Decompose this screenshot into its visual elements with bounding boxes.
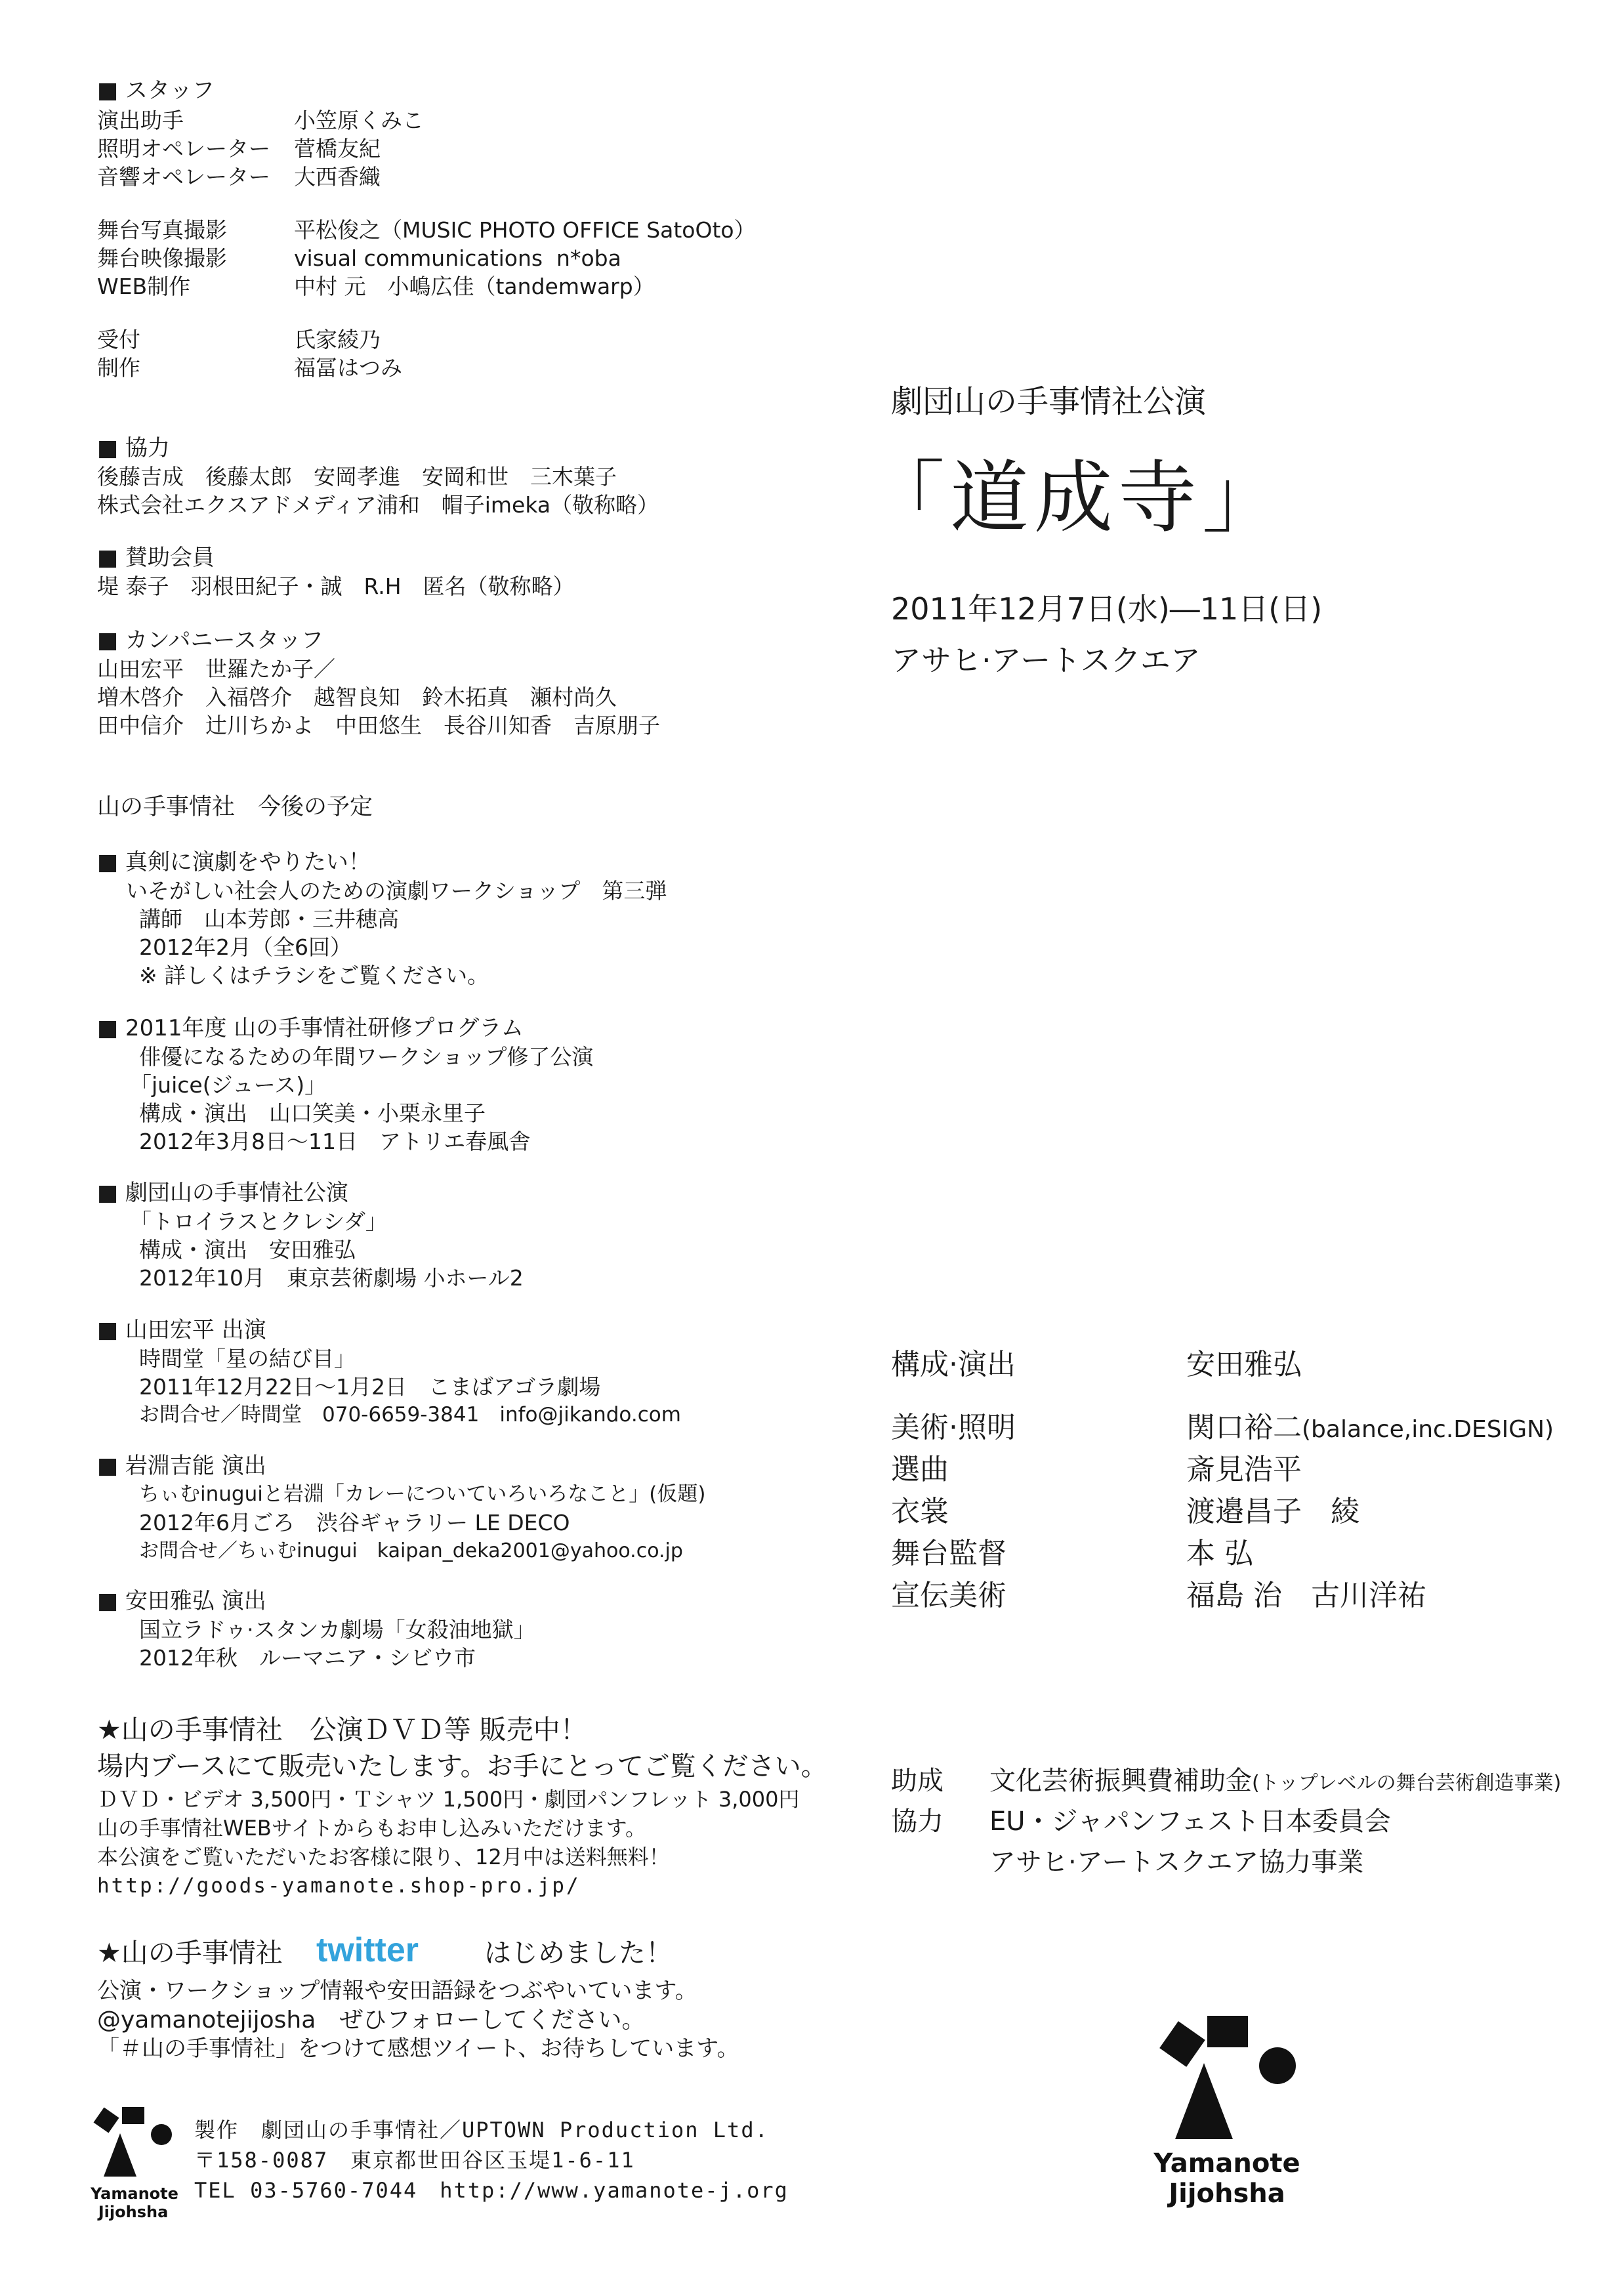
company-staff-line: 山田宏平 世羅たか子／ — [97, 656, 335, 682]
schedule-item-line: 2012年3月8日〜11日 アトリエ春風舎 — [139, 1129, 531, 1154]
performance-dates: 2011年12月7日(水)―11日(日) — [891, 591, 1323, 627]
performance-venue: アサヒ·アートスクエア — [891, 642, 1201, 678]
twitter-handle[interactable]: @yamanotejijosha ぜひフォローしてください。 — [97, 2007, 646, 2034]
schedule-item-line: 2012年秋 ルーマニア・シビウ市 — [139, 1645, 476, 1671]
schedule-item-line: 時間堂「星の結び目」 — [139, 1346, 356, 1371]
small-logo — [91, 2103, 176, 2221]
company-staff-line: 増木啓介 入福啓介 越智良知 鈴木拓真 瀬村尚久 — [97, 684, 617, 710]
company-staff-header: ■ カンパニースタッフ — [97, 627, 323, 654]
schedule-item-line: 2011年12月22日〜1月2日 こまばアゴラ劇場 — [139, 1374, 601, 1400]
logo-text — [1151, 2148, 1302, 2209]
dvd-shop-link[interactable]: http://goods-yamanote.shop-pro.jp/ — [97, 1874, 581, 1898]
schedule-item-header: ■ 劇団山の手事情社公演 — [97, 1180, 348, 1206]
support-members-line: 堤 泰子 羽根田紀子・誠 R.H 匿名（敬称略） — [97, 574, 575, 599]
schedule-item-line: 2012年10月 東京芸術劇場 小ホール2 — [139, 1265, 524, 1291]
logo-text — [91, 2184, 176, 2221]
schedule-item-header: ■ 真剣に演劇をやりたい！ — [97, 849, 371, 875]
staff-header: ■ スタッフ — [97, 77, 215, 104]
schedule-item-line: いそがしい社会人のための演劇ワークショップ 第三弾 — [126, 878, 667, 904]
yamanote-logo-icon — [1151, 2008, 1302, 2146]
cooperation-line: 株式会社エクスアドメディア浦和 帽子imeka（敬称略） — [97, 492, 659, 518]
dvd-line: ＤＶＤ・ビデオ 3,500円・Ｔシャツ 1,500円・劇団パンフレット 3,000円 — [97, 1787, 800, 1812]
twitter-logo-icon: twitter — [316, 1931, 419, 1969]
schedule-item-line: 構成・演出 安田雅弘 — [139, 1237, 356, 1263]
schedule-item-line: お問合せ／ちぃむinugui kaipan_deka2001@yahoo.co.jp — [139, 1539, 683, 1562]
schedule-item-line: 構成・演出 山口笑美・小栗永里子 — [139, 1100, 486, 1126]
logo-line: Jijohsha — [98, 2203, 169, 2221]
large-logo — [1151, 2008, 1302, 2224]
support-members-header: ■ 賛助会員 — [97, 545, 215, 571]
producer-address: 〒158-0087 東京都世田谷区玉堤1-6-11 — [194, 2148, 635, 2173]
producer-line: 製作 劇団山の手事情社／UPTOWN Production Ltd. — [194, 2118, 769, 2142]
twitter-suffix: はじめました！ — [484, 1937, 673, 1969]
dvd-line: 本公演をご覧いただいたお客様に限り、12月中は送料無料！ — [97, 1845, 670, 1869]
logo-line: Jijohsha — [1169, 2179, 1285, 2209]
logo-line: Yamanote — [1153, 2148, 1300, 2179]
schedule-item-line: ちぃむinuguiと岩淵「カレーについていろいろなこと」(仮題) — [139, 1482, 706, 1506]
dvd-title: ★山の手事情社 公演ＤＶＤ等 販売中！ — [97, 1714, 587, 1745]
schedule-item-line: 講師 山本芳郎・三井穂高 — [139, 906, 399, 932]
schedule-item-line: 「トロイラスとクレシダ」 — [130, 1209, 387, 1234]
performance-title: 「道成寺」 — [866, 453, 1286, 544]
dvd-line: 山の手事情社WEBサイトからもお申し込みいただけます。 — [97, 1816, 647, 1841]
schedule-item-line: 2012年2月（全6回） — [139, 934, 352, 960]
twitter-prefix: ★山の手事情社 — [97, 1937, 283, 1969]
company-name: 劇団山の手事情社公演 — [891, 383, 1207, 420]
logo-line: Yamanote — [91, 2184, 178, 2203]
company-staff-line: 田中信介 辻川ちかよ 中田悠生 長谷川知香 吉原朋子 — [97, 713, 660, 738]
schedule-item-header: ■ 山田宏平 出演 — [97, 1317, 266, 1343]
yamanote-logo-icon — [91, 2103, 176, 2182]
cooperation-header: ■ 協力 — [97, 435, 170, 461]
schedule-item-line: 「juice(ジュース)」 — [130, 1072, 327, 1098]
schedule-item-line: ※ 詳しくはチラシをご覧ください。 — [139, 963, 489, 988]
twitter-line: 「＃山の手事情社」をつけて感想ツイート、お待ちしています。 — [97, 2035, 739, 2062]
schedule-item-header: ■ 2011年度 山の手事情社研修プログラム — [97, 1015, 524, 1041]
schedule-item-header: ■ 安田雅弘 演出 — [97, 1588, 266, 1614]
schedule-item-line: 俳優になるための年間ワークショップ修了公演 — [139, 1044, 594, 1070]
cooperation-line: 後藤吉成 後藤太郎 安岡孝進 安岡和世 三木葉子 — [97, 464, 617, 490]
schedule-item-line: 2012年6月ごろ 渋谷ギャラリー LE DECO — [139, 1510, 570, 1535]
dvd-line: 場内ブースにて販売いたします。お手にとってご覧ください。 — [97, 1751, 827, 1782]
twitter-line: 公演・ワークショップ情報や安田語録をつぶやいています。 — [97, 1978, 697, 2004]
schedule-item-line: 国立ラドゥ·スタンカ劇場「女殺油地獄」 — [139, 1617, 535, 1642]
schedule-item-header: ■ 岩淵吉能 演出 — [97, 1453, 266, 1479]
schedule-item-line: お問合せ／時間堂 070-6659-3841 info@jikando.com — [139, 1403, 681, 1427]
producer-contact: TEL 03-5760-7044 http://www.yamanote-j.org — [194, 2178, 789, 2203]
schedule-title: 山の手事情社 今後の予定 — [97, 794, 373, 820]
